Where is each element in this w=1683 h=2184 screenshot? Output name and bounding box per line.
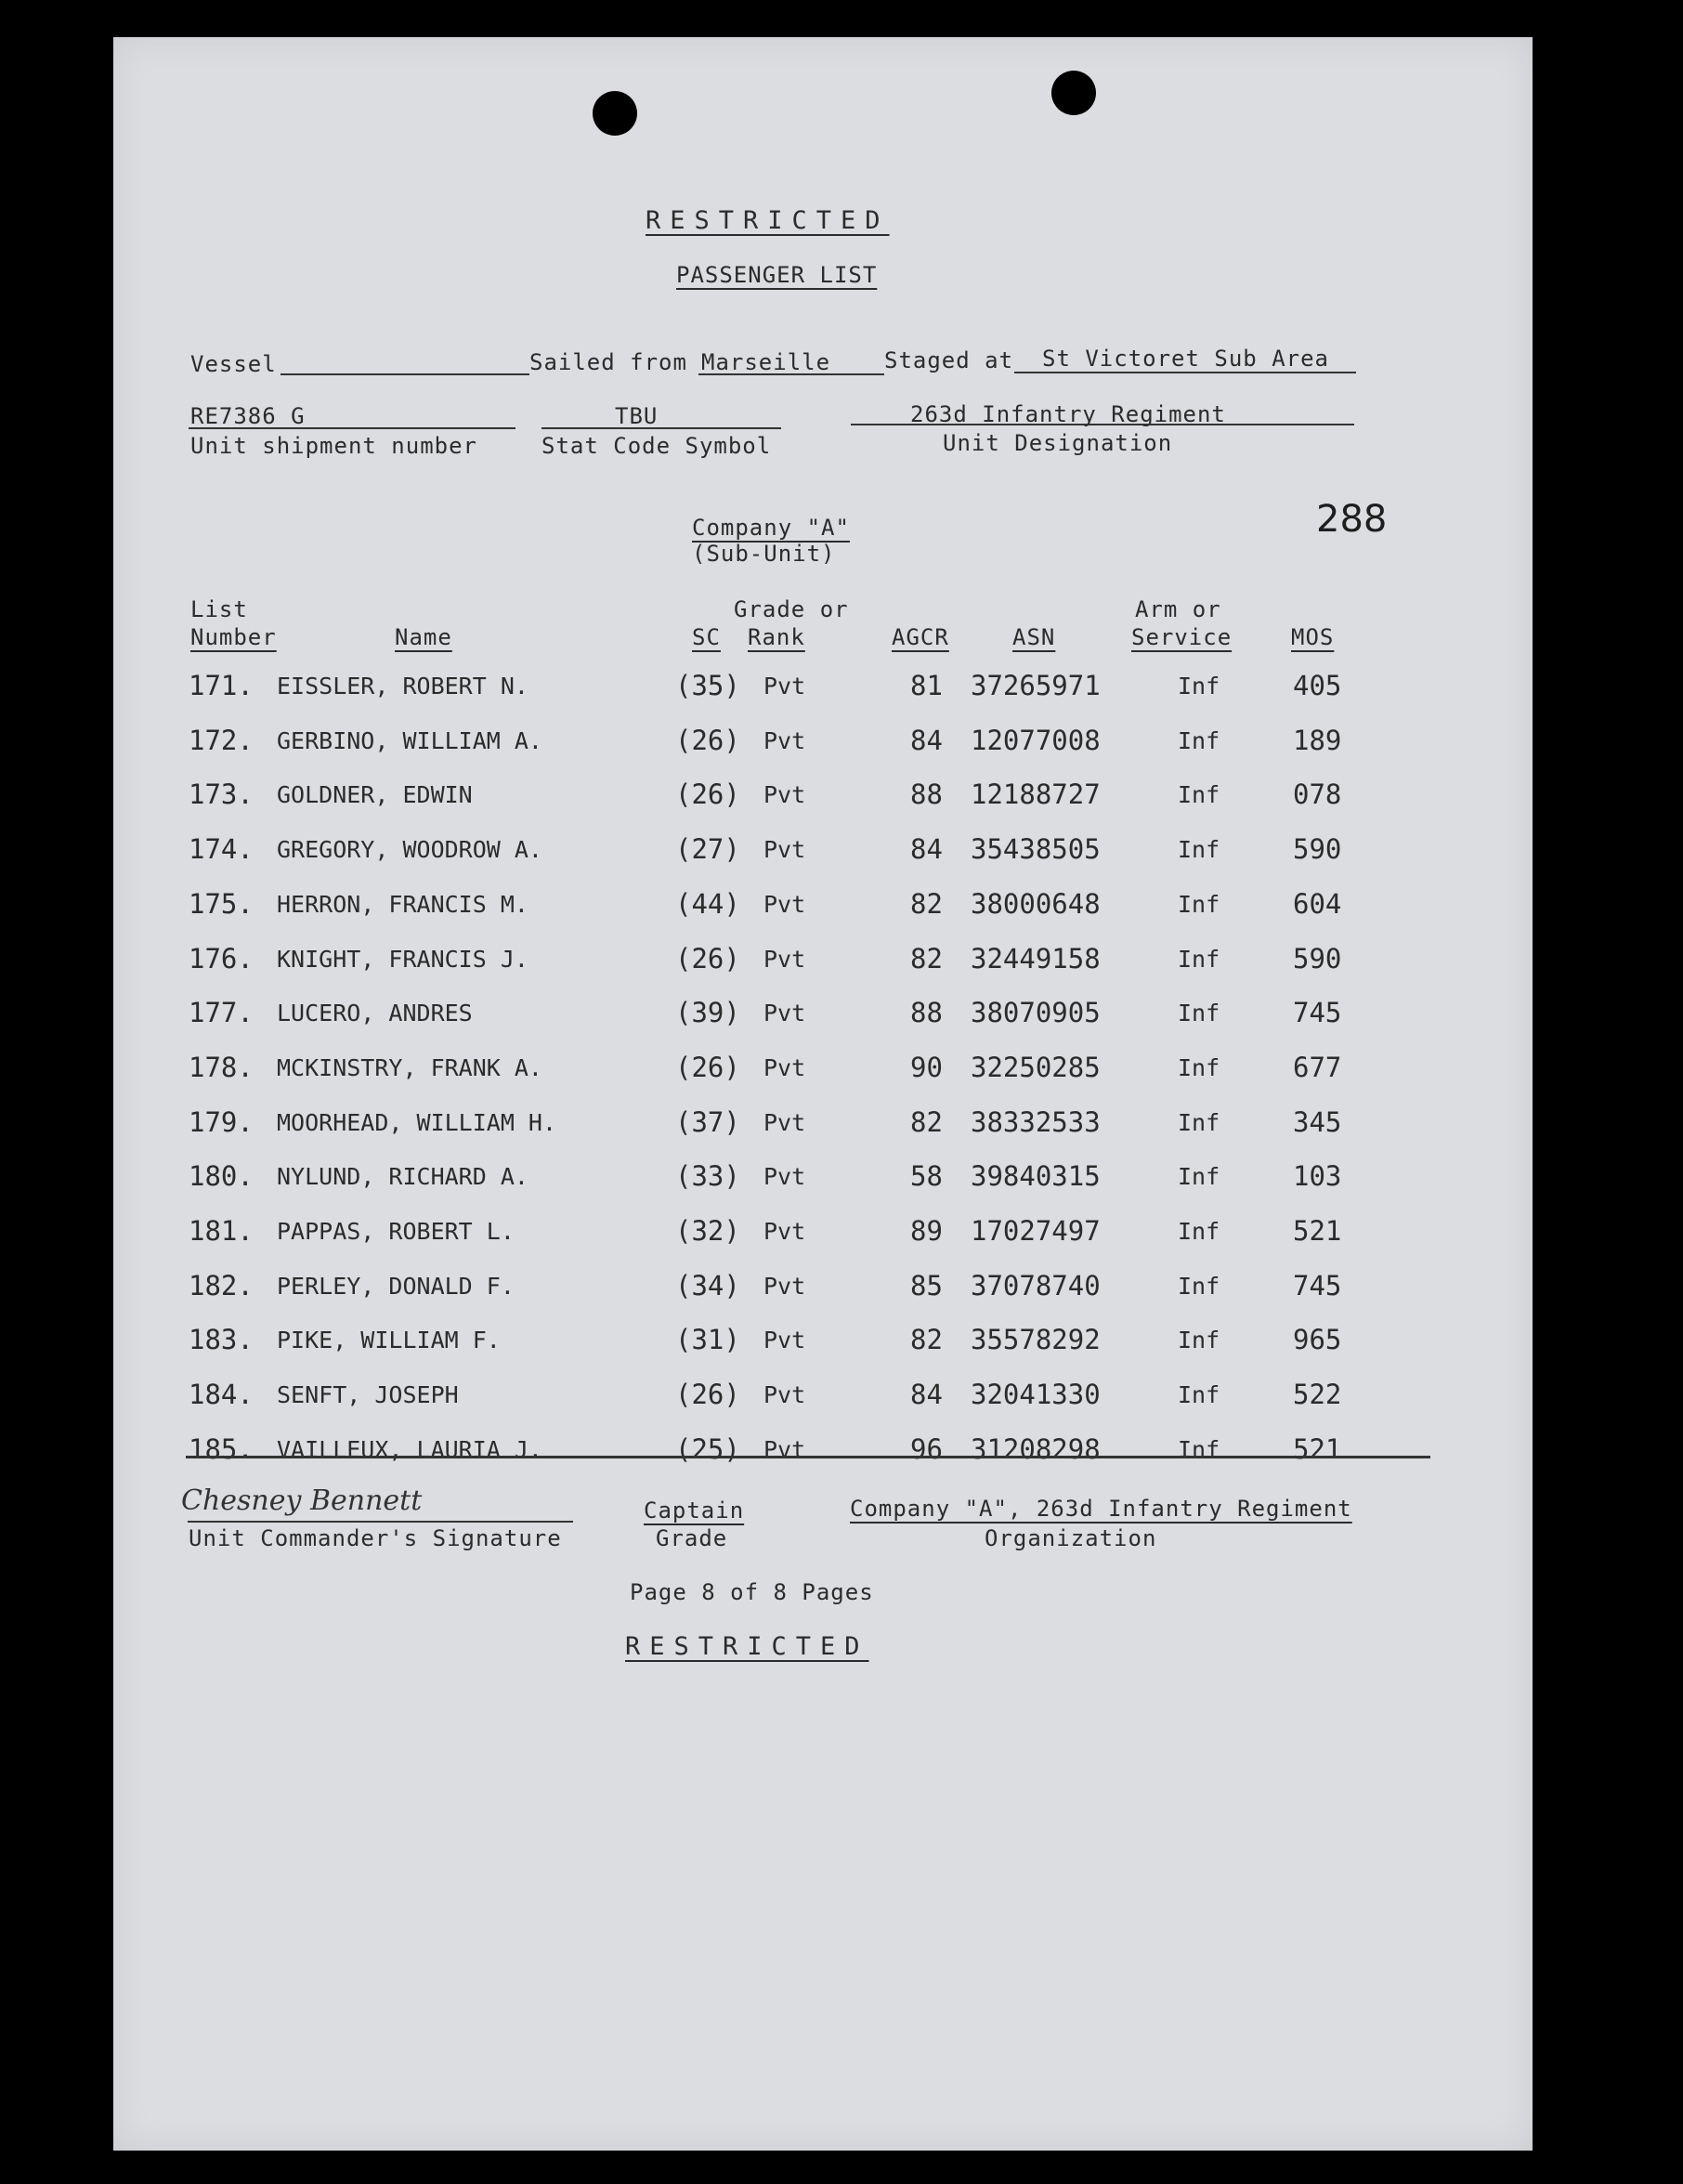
row-service: Inf — [1178, 1435, 1220, 1463]
staged-at-value: St Victoret Sub Area — [1042, 346, 1329, 372]
row-asn: 32250285 — [971, 1051, 1101, 1083]
row-rank: Pvt — [763, 726, 806, 754]
company-sub-unit: Company "A" — [692, 515, 850, 541]
row-name: GREGORY, WOODROW A. — [277, 836, 542, 864]
header-list: List — [190, 596, 248, 622]
row-rank: Pvt — [763, 1000, 806, 1027]
restricted-footer: RESTRICTED — [625, 1632, 869, 1661]
row-agcr: 90 — [910, 1051, 943, 1083]
row-rank: Pvt — [763, 1053, 806, 1081]
unit-designation-label: Unit Designation — [943, 430, 1173, 456]
row-service: Inf — [1178, 1108, 1220, 1136]
row-mos: 078 — [1293, 778, 1342, 811]
row-mos: 521 — [1293, 1432, 1342, 1465]
unit-shipment-line — [189, 427, 515, 429]
row-name: GOLDNER, EDWIN — [277, 781, 473, 809]
row-mos: 604 — [1293, 887, 1342, 920]
row-number: 180. — [189, 1160, 254, 1193]
row-asn: 12188727 — [971, 778, 1101, 811]
header-asn: ASN — [1012, 624, 1056, 650]
grade-label: Grade — [656, 1525, 728, 1551]
row-agcr: 85 — [910, 1269, 943, 1301]
row-sc: (35) — [675, 670, 740, 701]
row-name: NYLUND, RICHARD A. — [277, 1163, 528, 1191]
row-name: HERRON, FRANCIS M. — [277, 890, 528, 918]
row-service: Inf — [1178, 945, 1220, 973]
row-rank: Pvt — [763, 673, 806, 700]
row-asn: 32041330 — [971, 1379, 1101, 1411]
row-number: 171. — [189, 670, 254, 701]
grade-value: Captain — [644, 1497, 745, 1524]
header-name: Name — [395, 624, 452, 650]
row-name: VAILLEUX, LAURIA J. — [277, 1435, 542, 1463]
row-agcr: 96 — [910, 1432, 943, 1465]
row-number: 181. — [189, 1215, 254, 1247]
row-asn: 37078740 — [971, 1269, 1101, 1301]
document-title: PASSENGER LIST — [676, 262, 878, 288]
strike-through-line — [186, 1456, 1430, 1458]
row-sc: (39) — [675, 997, 740, 1029]
row-agcr: 84 — [910, 833, 943, 866]
row-mos: 745 — [1293, 997, 1342, 1029]
row-service: Inf — [1178, 1053, 1220, 1081]
unit-shipment-label: Unit shipment number — [190, 433, 477, 459]
row-number: 172. — [189, 724, 254, 756]
organization-label: Organization — [985, 1525, 1157, 1551]
row-asn: 38332533 — [971, 1105, 1101, 1138]
row-rank: Pvt — [763, 1327, 806, 1354]
page-count: Page 8 of 8 Pages — [630, 1579, 874, 1605]
row-sc: (26) — [675, 942, 740, 974]
row-service: Inf — [1178, 673, 1220, 700]
row-service: Inf — [1178, 1163, 1220, 1191]
row-number: 183. — [189, 1324, 254, 1356]
row-mos: 521 — [1293, 1215, 1342, 1247]
commander-signature: Chesney Bennett — [181, 1484, 423, 1517]
row-sc: (33) — [675, 1160, 740, 1193]
header-grade-or: Grade or — [734, 596, 849, 622]
header-agcr: AGCR — [892, 624, 949, 650]
row-sc: (26) — [675, 724, 740, 756]
stat-code-value: TBU — [615, 403, 659, 429]
header-mos: MOS — [1291, 624, 1335, 650]
stat-code-line — [541, 427, 781, 429]
row-mos: 965 — [1293, 1324, 1342, 1356]
row-sc: (34) — [675, 1269, 740, 1301]
row-name: MOORHEAD, WILLIAM H. — [277, 1108, 557, 1136]
sailed-from-line — [698, 373, 884, 375]
row-rank: Pvt — [763, 890, 806, 918]
row-rank: Pvt — [763, 1108, 806, 1136]
unit-designation-line — [851, 424, 1354, 425]
row-asn: 35578292 — [971, 1324, 1101, 1356]
signature-label: Unit Commander's Signature — [189, 1525, 562, 1551]
row-sc: (26) — [675, 1379, 740, 1411]
row-name: SENFT, JOSEPH — [277, 1381, 459, 1409]
row-sc: (26) — [675, 1051, 740, 1083]
row-mos: 405 — [1293, 670, 1342, 701]
row-sc: (26) — [675, 778, 740, 811]
row-rank: Pvt — [763, 1435, 806, 1463]
row-agcr: 82 — [910, 887, 943, 920]
staged-at-line — [1014, 372, 1356, 373]
punch-hole-right — [1051, 71, 1096, 115]
row-sc: (27) — [675, 833, 740, 866]
row-mos: 522 — [1293, 1379, 1342, 1411]
vessel-label: Vessel — [190, 351, 277, 377]
row-number: 176. — [189, 942, 254, 974]
row-service: Inf — [1178, 1381, 1220, 1409]
row-mos: 590 — [1293, 833, 1342, 866]
row-agcr: 81 — [910, 670, 943, 701]
row-asn: 35438505 — [971, 833, 1101, 866]
row-number: 177. — [189, 997, 254, 1029]
row-name: EISSLER, ROBERT N. — [277, 673, 528, 700]
row-agcr: 88 — [910, 997, 943, 1029]
row-asn: 37265971 — [971, 670, 1101, 701]
row-name: KNIGHT, FRANCIS J. — [277, 945, 528, 973]
row-sc: (25) — [675, 1432, 740, 1465]
row-name: PIKE, WILLIAM F. — [277, 1327, 501, 1354]
vessel-line — [280, 373, 529, 375]
row-asn: 12077008 — [971, 724, 1101, 756]
row-name: GERBINO, WILLIAM A. — [277, 726, 542, 754]
row-mos: 590 — [1293, 942, 1342, 974]
row-number: 185. — [189, 1432, 254, 1465]
row-asn: 32449158 — [971, 942, 1101, 974]
row-number: 179. — [189, 1105, 254, 1138]
row-agcr: 82 — [910, 1324, 943, 1356]
row-name: LUCERO, ANDRES — [277, 1000, 473, 1027]
row-sc: (32) — [675, 1215, 740, 1247]
row-agcr: 58 — [910, 1160, 943, 1193]
row-asn: 38000648 — [971, 887, 1101, 920]
row-number: 182. — [189, 1269, 254, 1301]
row-rank: Pvt — [763, 781, 806, 809]
row-service: Inf — [1178, 836, 1220, 864]
sub-unit-label: (Sub-Unit) — [692, 541, 836, 567]
organization-value: Company "A", 263d Infantry Regiment — [850, 1496, 1352, 1522]
row-agcr: 84 — [910, 724, 943, 756]
row-rank: Pvt — [763, 945, 806, 973]
row-rank: Pvt — [763, 836, 806, 864]
header-service: Service — [1131, 624, 1233, 650]
unit-designation-value: 263d Infantry Regiment — [910, 401, 1226, 427]
row-sc: (44) — [675, 887, 740, 920]
row-mos: 189 — [1293, 724, 1342, 756]
row-rank: Pvt — [763, 1163, 806, 1191]
page-stamp-number: 288 — [1316, 498, 1388, 541]
row-service: Inf — [1178, 1218, 1220, 1245]
row-number: 173. — [189, 778, 254, 811]
row-agcr: 82 — [910, 1105, 943, 1138]
row-service: Inf — [1178, 1272, 1220, 1300]
row-agcr: 82 — [910, 942, 943, 974]
row-sc: (31) — [675, 1324, 740, 1356]
row-mos: 103 — [1293, 1160, 1342, 1193]
row-rank: Pvt — [763, 1218, 806, 1245]
row-mos: 745 — [1293, 1269, 1342, 1301]
row-asn: 38070905 — [971, 997, 1101, 1029]
row-number: 178. — [189, 1051, 254, 1083]
row-service: Inf — [1178, 781, 1220, 809]
restricted-header: RESTRICTED — [646, 206, 890, 235]
row-service: Inf — [1178, 726, 1220, 754]
signature-line — [188, 1521, 573, 1523]
header-arm-or: Arm or — [1135, 596, 1221, 622]
row-agcr: 84 — [910, 1379, 943, 1411]
row-asn: 31208298 — [971, 1432, 1101, 1465]
header-number: Number — [190, 624, 277, 650]
row-name: PAPPAS, ROBERT L. — [277, 1218, 515, 1245]
sailed-from-value: Marseille — [701, 349, 831, 375]
punch-hole-left — [593, 91, 637, 136]
row-number: 174. — [189, 833, 254, 866]
row-mos: 677 — [1293, 1051, 1342, 1083]
row-service: Inf — [1178, 890, 1220, 918]
row-name: PERLEY, DONALD F. — [277, 1272, 515, 1300]
row-asn: 39840315 — [971, 1160, 1101, 1193]
row-service: Inf — [1178, 1327, 1220, 1354]
row-rank: Pvt — [763, 1272, 806, 1300]
staged-at-label: Staged at — [884, 347, 1014, 373]
row-sc: (37) — [675, 1105, 740, 1138]
stat-code-label: Stat Code Symbol — [541, 433, 772, 459]
header-sc: SC — [692, 624, 721, 650]
row-mos: 345 — [1293, 1105, 1342, 1138]
row-number: 175. — [189, 887, 254, 920]
row-service: Inf — [1178, 1000, 1220, 1027]
row-rank: Pvt — [763, 1381, 806, 1409]
sailed-from-label: Sailed from — [529, 349, 687, 375]
row-agcr: 89 — [910, 1215, 943, 1247]
row-number: 184. — [189, 1379, 254, 1411]
header-rank: Rank — [748, 624, 805, 650]
unit-shipment-number: RE7386 G — [190, 403, 306, 429]
row-agcr: 88 — [910, 778, 943, 811]
row-asn: 17027497 — [971, 1215, 1101, 1247]
row-name: MCKINSTRY, FRANK A. — [277, 1053, 542, 1081]
